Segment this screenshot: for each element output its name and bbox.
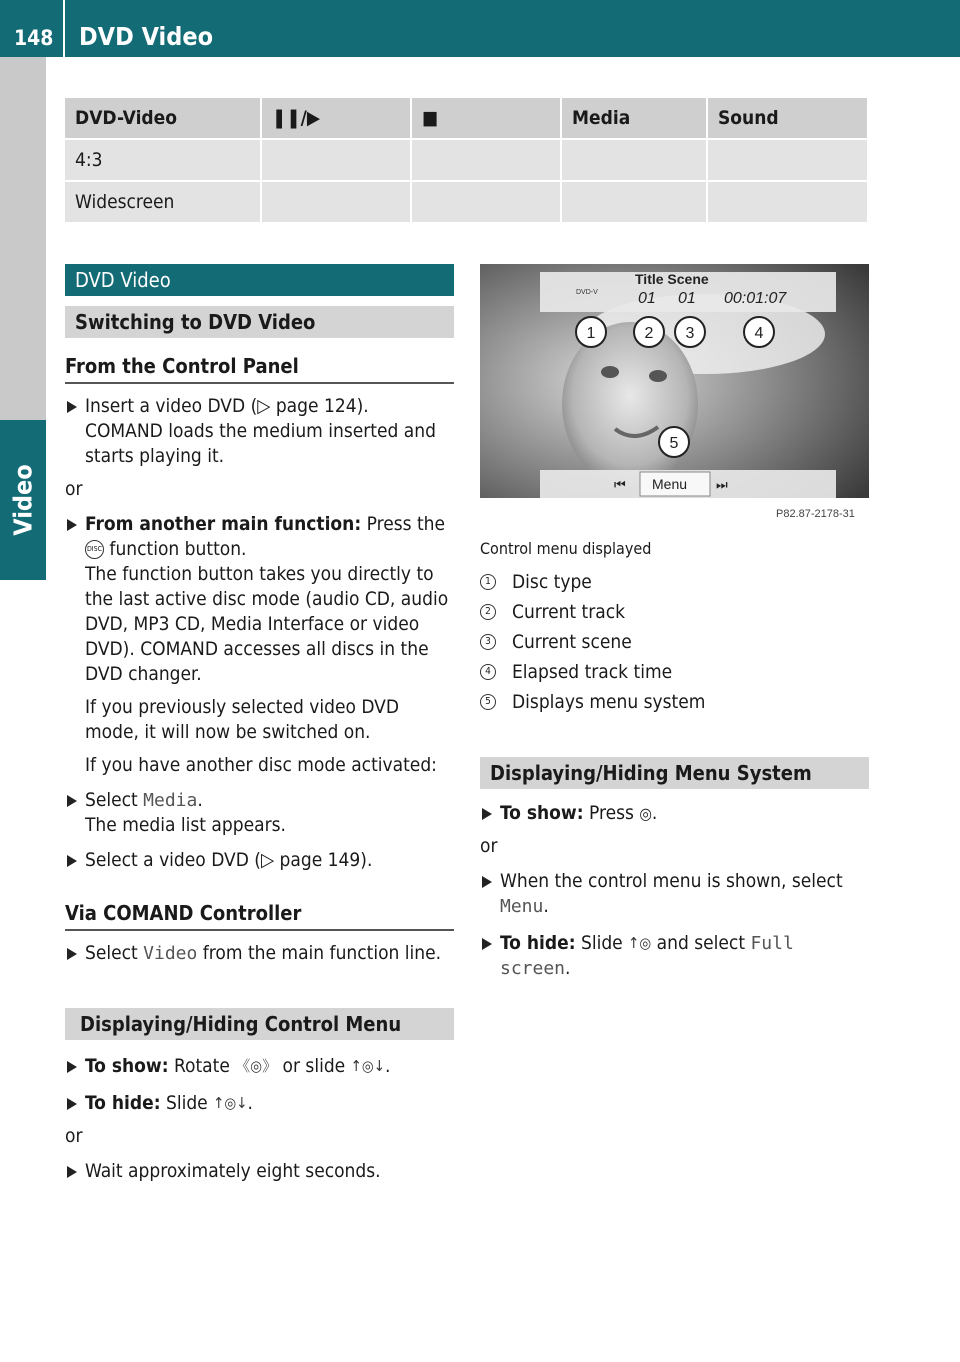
controller-heading: Via COMAND Controller: [65, 901, 454, 931]
menu-item-media: Media: [143, 790, 198, 811]
step-text: [85, 941, 454, 966]
table-cell: [411, 139, 561, 181]
step-text: [500, 801, 869, 826]
or-text: or: [65, 1125, 83, 1147]
callout-number: 2: [644, 325, 654, 342]
menu-item-full-screen: Full screen: [500, 933, 794, 979]
instruction-step: [65, 1054, 454, 1079]
side-tab: [0, 420, 46, 580]
step-text: [85, 512, 454, 562]
table-header-cell: Media: [561, 98, 707, 139]
instruction-step: [65, 1091, 454, 1116]
previous-icon: ⏮: [614, 477, 626, 492]
or-text: or: [480, 835, 498, 857]
step-text-part: Select: [85, 942, 144, 964]
callout-legend: [480, 567, 869, 717]
right-column: [480, 536, 869, 981]
step-label: To show:: [500, 802, 584, 824]
image-code: P82.87-2178-31: [776, 508, 855, 520]
scene-number: 01: [678, 290, 696, 307]
menu-item-video: Video: [143, 943, 198, 964]
control-panel-heading: From the Control Panel: [65, 354, 454, 384]
step-text-part: function button.: [104, 538, 247, 560]
table-header-row: [65, 98, 868, 139]
legend-item: [480, 687, 869, 717]
legend-number: 1: [480, 574, 496, 590]
legend-text: Current scene: [512, 631, 632, 653]
media-function-table: [65, 98, 869, 224]
side-tab-spacer: [0, 57, 46, 420]
table-cell: Widescreen: [65, 181, 261, 223]
slide-controller-icon: ↑◎↓: [213, 1094, 248, 1112]
left-column: [65, 264, 454, 1184]
legend-item: [480, 657, 869, 687]
track-number: 01: [638, 290, 656, 307]
callout-number: 3: [685, 325, 695, 342]
menu-item-menu: Menu: [500, 896, 544, 917]
step-text-part: and select: [651, 932, 751, 954]
legend-item: [480, 597, 869, 627]
table-cell: [561, 181, 707, 223]
instruction-step: [65, 512, 454, 778]
table-header-cell: DVD-Video: [65, 98, 261, 139]
step-label: From another main function:: [85, 513, 362, 535]
step-label: To hide:: [85, 1092, 161, 1114]
instruction-step: [65, 941, 454, 966]
control-menu-screenshot: [480, 264, 869, 522]
step-text-part: .: [247, 1092, 253, 1114]
callout-number: 5: [669, 435, 679, 452]
step-text-part: Rotate: [168, 1055, 236, 1077]
step-text: Wait approximately eight seconds.: [85, 1160, 381, 1182]
instruction-step: [65, 788, 454, 838]
legend-number: 4: [480, 664, 496, 680]
header-divider: [63, 0, 65, 57]
legend-text: Displays menu system: [512, 691, 706, 713]
slide-controller-icon: ↑◎: [628, 934, 652, 952]
instruction-step: [65, 1159, 454, 1184]
step-note: If you have another disc mode activated:: [85, 754, 437, 776]
step-text-part: Press: [583, 802, 640, 824]
step-text-part: or slide: [277, 1055, 351, 1077]
table-cell: [411, 181, 561, 223]
instruction-step: [65, 848, 454, 873]
instruction-step: [480, 801, 869, 826]
step-result: COMAND loads the medium inserted and starts playing it.: [85, 420, 436, 467]
table-cell: [561, 139, 707, 181]
table-header-cell: Sound: [707, 98, 868, 139]
legend-text: Current track: [512, 601, 626, 623]
step-text-part: .: [565, 957, 571, 979]
step-text-part: from the main function line.: [197, 942, 442, 964]
step-text-part: Press the: [361, 513, 446, 535]
callout-number: 4: [754, 325, 764, 342]
side-tab-label: Video: [8, 464, 38, 536]
step-text-part: .: [651, 802, 658, 824]
image-caption: Control menu displayed: [480, 539, 652, 558]
table-header-cell: ■: [411, 98, 561, 139]
control-menu-title: Displaying/Hiding Control Menu: [65, 1008, 454, 1040]
menu-button-label: Menu: [652, 476, 688, 492]
step-text-part: .: [385, 1055, 391, 1077]
step-result: The media list appears.: [85, 814, 286, 836]
legend-text: Elapsed track time: [512, 661, 673, 683]
step-text: [85, 1054, 454, 1079]
step-text-part: Slide: [575, 932, 629, 954]
legend-item: [480, 627, 869, 657]
table-cell: 4:3: [65, 139, 261, 181]
section-title: DVD Video: [65, 264, 454, 296]
menu-system-title: Displaying/Hiding Menu System: [480, 757, 869, 789]
page-title: DVD Video: [79, 22, 214, 51]
eye: [601, 366, 619, 378]
dvd-type-label: DVD-V: [576, 289, 598, 296]
instruction-step: [480, 931, 869, 981]
or-text: or: [65, 478, 83, 500]
child-face: [562, 322, 698, 486]
table-header-cell: ❚❚/▶: [261, 98, 411, 139]
step-text: Select a video DVD (▷ page 149).: [85, 849, 373, 871]
table-cell: [261, 139, 411, 181]
step-label: To hide:: [500, 932, 576, 954]
instruction-step: [65, 394, 454, 469]
instruction-step: [480, 869, 869, 919]
table-cell: [707, 181, 868, 223]
step-text: Insert a video DVD (▷ page 124).: [85, 395, 369, 417]
step-text: [85, 788, 454, 813]
step-text-part: .: [197, 789, 203, 811]
page-number: 148: [14, 26, 54, 50]
step-label: To show:: [85, 1055, 169, 1077]
disc-button-icon: DISC: [85, 540, 104, 559]
elapsed-time: 00:01:07: [724, 290, 787, 307]
legend-number: 3: [480, 634, 496, 650]
table-cell: [707, 139, 868, 181]
table-row: [65, 181, 868, 223]
step-note: If you previously selected video DVD mode, it will now be switched on.: [85, 696, 400, 743]
step-text-part: Slide: [160, 1092, 214, 1114]
step-text: [85, 1091, 454, 1116]
page-header: [0, 0, 960, 57]
step-text-part: .: [543, 895, 549, 917]
step-text-part: Select: [85, 789, 144, 811]
control-menu-illustration: [480, 264, 869, 522]
title-scene-label: Title Scene: [635, 271, 709, 287]
step-result: The function button takes you directly to the last active disc mode (audio CD, audio DVD, MP3 CD, Media Interface or video DVD). COMAND accesses all discs in the DVD changer.: [85, 563, 449, 685]
rotate-controller-icon: 《◎》: [235, 1057, 278, 1075]
subsection-title: Switching to DVD Video: [65, 306, 454, 338]
legend-text: Disc type: [512, 571, 592, 593]
step-text-part: When the control menu is shown, select: [500, 870, 843, 892]
step-text: [500, 869, 869, 919]
table-row: [65, 139, 868, 181]
table-cell: [261, 181, 411, 223]
callout-number: 1: [586, 325, 596, 342]
legend-item: [480, 567, 869, 597]
next-icon: ⏭: [716, 477, 728, 492]
slide-controller-icon: ↑◎↓: [350, 1057, 386, 1075]
legend-number: 5: [480, 694, 496, 710]
step-text: [500, 931, 869, 981]
legend-number: 2: [480, 604, 496, 620]
press-controller-icon: ◎: [639, 804, 652, 823]
eye: [649, 370, 667, 382]
